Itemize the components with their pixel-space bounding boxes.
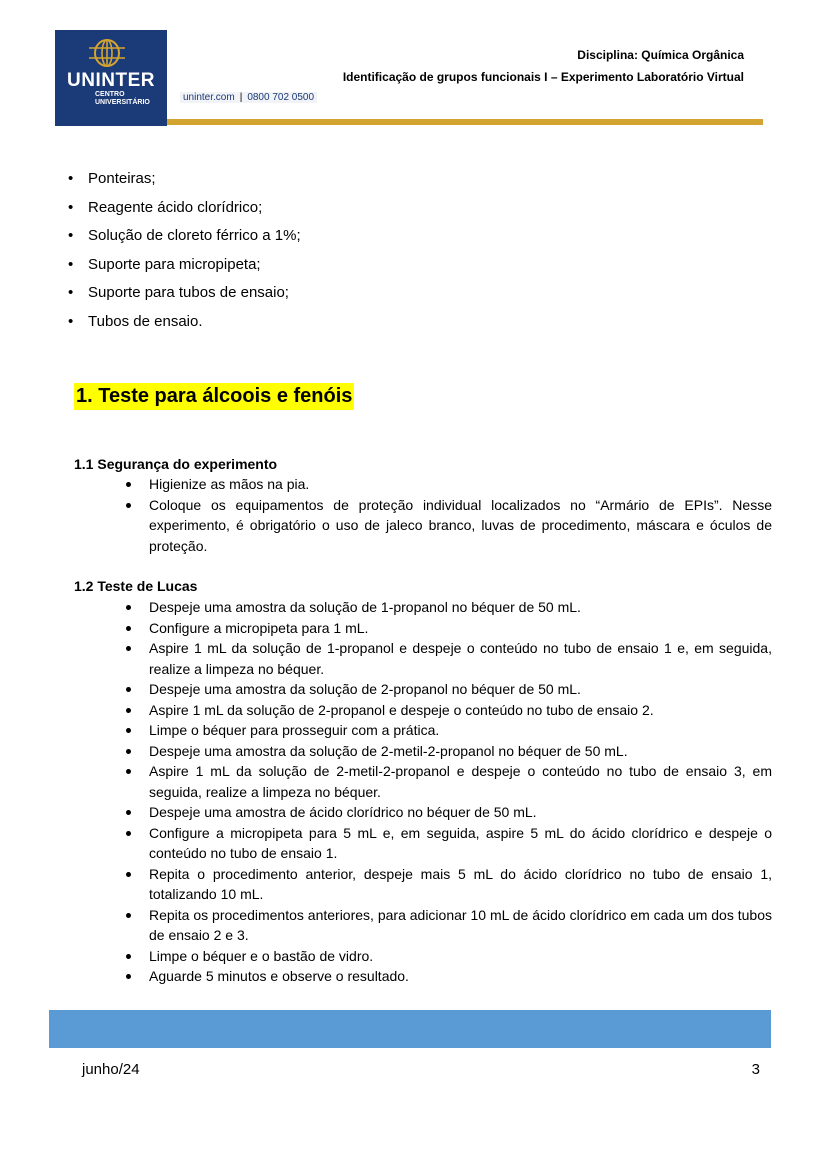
lucas-steps — [124, 597, 772, 987]
list-item: Limpe o béquer e o bastão de vidro. — [124, 946, 772, 967]
lucas-title: 1.2 Teste de Lucas — [74, 578, 198, 594]
document-title: Identificação de grupos funcionais I – Experimento Laboratório Virtual — [342, 70, 744, 84]
logo-name: UNINTER — [67, 70, 155, 91]
list-item: Aguarde 5 minutos e observe o resultado. — [124, 966, 772, 987]
uninter-logo — [55, 30, 167, 126]
list-item: • Ponteiras; — [68, 170, 156, 187]
list-item: • Tubos de ensaio. — [68, 312, 203, 330]
list-item: Limpe o béquer para prosseguir com a prática. — [124, 720, 772, 741]
globe-icon — [85, 38, 129, 68]
list-item: Configure a micropipeta para 1 mL. — [124, 618, 772, 639]
safety-title: 1.1 Segurança do experimento — [74, 456, 278, 472]
list-item: Despeje uma amostra de ácido clorídrico no béquer de 50 mL. — [124, 802, 772, 823]
list-item: Repita os procedimentos anteriores, para adicionar 10 mL de ácido clorídrico em cada um dos tubos de ensaio 2 e 3. — [124, 905, 772, 946]
list-item: Despeje uma amostra da solução de 1-propanol no béquer de 50 mL. — [124, 597, 772, 618]
header-rule — [167, 119, 763, 125]
page-number: 3 — [751, 1061, 760, 1078]
list-item: Higienize as mãos na pia. — [124, 474, 772, 495]
list-item: • Suporte para micropipeta; — [68, 255, 261, 273]
list-item: Aspire 1 mL da solução de 1-propanol e despeje o conteúdo no tubo de ensaio 1 e, em seguida, realize a limpeza no béquer. — [124, 638, 772, 679]
phone-number: 0800 702 0500 — [247, 92, 315, 103]
list-item: • Reagente ácido clorídrico; — [68, 198, 263, 216]
materials-list — [68, 168, 301, 340]
logo-subtitle: CENTRO UNIVERSITÁRIO — [95, 91, 150, 106]
list-item: Despeje uma amostra da solução de 2-metil-2-propanol no béquer de 50 mL. — [124, 741, 772, 762]
footer-date: junho/24 — [82, 1061, 140, 1078]
list-item: Coloque os equipamentos de proteção individual localizados no “Armário de EPIs”. Nesse experimento, é obrigatório o uso de jaleco branco, luvas de procedimento, máscara e óculos de proteção. — [124, 495, 772, 557]
discipline-label: Disciplina: Química Orgânica — [577, 48, 744, 62]
list-item: Repita o procedimento anterior, despeje mais 5 mL do ácido clorídrico no tubo de ensaio 1, totalizando 10 mL. — [124, 864, 772, 905]
list-item: • Solução de cloreto férrico a 1%; — [68, 227, 301, 245]
site-link[interactable]: uninter.com — [183, 92, 235, 103]
list-item: Configure a micropipeta para 5 mL e, em seguida, aspire 5 mL do ácido clorídrico e despeje o conteúdo no tubo de ensaio 1. — [124, 823, 772, 864]
safety-list — [124, 474, 772, 556]
footer-bar — [49, 1010, 771, 1048]
list-item: Despeje uma amostra da solução de 2-propanol no béquer de 50 mL. — [124, 679, 772, 700]
contact-info: uninter.com | 0800 702 0500 — [180, 92, 317, 103]
list-item: • Suporte para tubos de ensaio; — [68, 284, 289, 302]
header-titles — [343, 44, 744, 88]
list-item: Aspire 1 mL da solução de 2-propanol e despeje o conteúdo no tubo de ensaio 2. — [124, 700, 772, 721]
section-title: 1. Teste para álcoois e fenóis — [74, 383, 354, 410]
list-item: Aspire 1 mL da solução de 2-metil-2-propanol e despeje o conteúdo no tubo de ensaio 3, em seguida, realize a limpeza no béquer. — [124, 761, 772, 802]
